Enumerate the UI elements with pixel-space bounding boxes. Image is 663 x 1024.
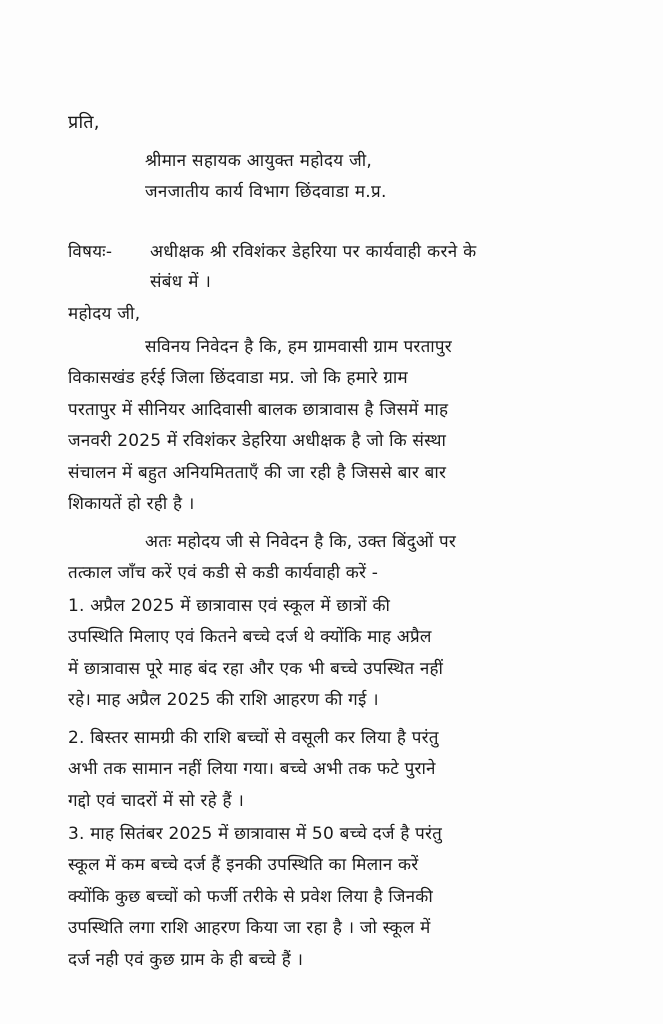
paragraph-line: विकासखंड हर्रई जिला छिंदवाडा मप्र. जो कि हमारे ग्राम [68, 368, 408, 389]
paragraph-line: सविनय निवेदन है कि, हम ग्रामवासी ग्राम परतापुर [145, 337, 452, 357]
paragraph-line: दर्ज नही एवं कुछ ग्राम के ही बच्चे हैं । [68, 949, 304, 970]
paragraph-line: उपस्थिति मिलाए एवं कितने बच्चे दर्ज थे क्योंकि माह अप्रैल [68, 627, 432, 648]
salutation: महोदय जी, [68, 304, 141, 324]
paragraph-line: संचालन में बहुत अनियमितताएँ की जा रही है जिससे बार बार [68, 462, 447, 483]
request-paragraph [68, 332, 608, 520]
subject-label: विषयः- [68, 242, 113, 262]
paragraph-line: गद्दो एवं चादरों में सो रहे हैं । [68, 790, 244, 811]
paragraph-line: स्कूल में कम बच्चे दर्ज हैं इनकी उपस्थिति का मिलान करें [68, 855, 419, 876]
paragraph-line: में छात्रावास पूरे माह बंद रहा और एक भी बच्चे उपस्थित नहीं [68, 658, 444, 679]
paragraph-line: 2. बिस्तर सामग्री की राशि बच्चों से वसूली कर लिया है परंतु [68, 728, 439, 748]
paragraph-line: क्योंकि कुछ बच्चों को फर्जी तरीके से प्रवेश लिया है जिनकी [68, 886, 433, 907]
complaint-point-3 [68, 819, 608, 976]
paragraph-line: रहे। माह अप्रैल 2025 की राशि आहरण की गई । [68, 690, 379, 711]
paragraph-line: अतः महोदय जी से निवेदन है कि, उक्त बिंदुओं पर [145, 532, 457, 552]
recipient-address-line: जनजातीय कार्य विभाग छिंदवाडा म.प्र. [145, 182, 387, 202]
subject-line: अधीक्षक श्री रविशंकर डेहरिया पर कार्यवाही करने के [150, 242, 477, 262]
subject-line: संबंध में । [150, 272, 212, 292]
paragraph-line: परतापुर में सीनियर आदिवासी बालक छात्रावास है जिसमें माह [68, 399, 449, 420]
complaint-point-2 [68, 723, 608, 817]
recipient-address-line: श्रीमान सहायक आयुक्त महोदय जी, [145, 151, 373, 171]
paragraph-line: जनवरी 2025 में रविशंकर डेहरिया अधीक्षक है जो कि संस्था [68, 431, 447, 452]
recipient-heading: प्रति, [68, 112, 100, 133]
paragraph-line: शिकायतें हो रही है । [68, 494, 195, 515]
action-request-paragraph [68, 527, 608, 590]
paragraph-line: उपस्थिति लगा राशि आहरण किया जा रहा है । जो स्कूल में [68, 918, 431, 939]
paragraph-line: तत्काल जाँच करें एवं कडी से कडी कार्यवाही करें - [68, 563, 379, 584]
paragraph-line: अभी तक सामान नहीं लिया गया। बच्चे अभी तक फटे पुराने [68, 759, 436, 780]
paragraph-line: 1. अप्रैल 2025 में छात्रावास एवं स्कूल में छात्रों की [68, 596, 391, 616]
paragraph-line: 3. माह सितंबर 2025 में छात्रावास में 50 बच्चे दर्ज है परंतु [68, 824, 443, 844]
complaint-point-1 [68, 591, 608, 717]
